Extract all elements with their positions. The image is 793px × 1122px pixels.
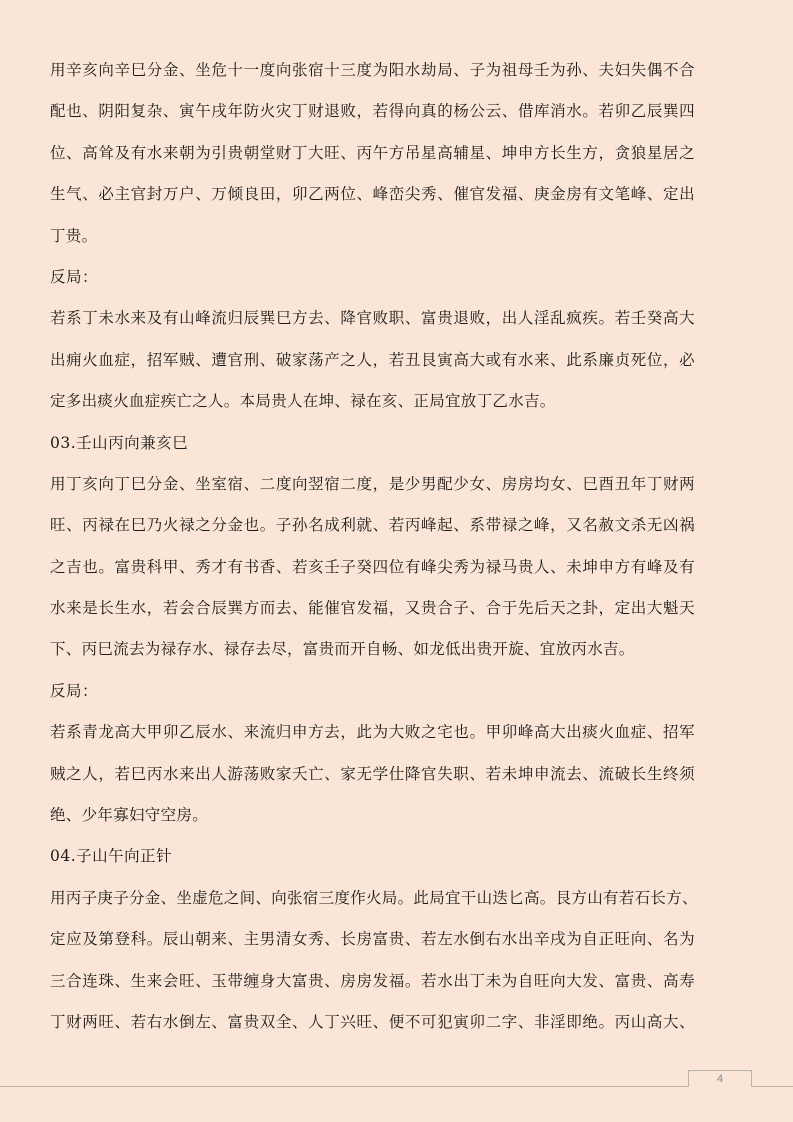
section-label: 反局： [50,267,99,286]
text-line: 绝、少年寡妇守空房。 [50,806,209,825]
section-label: 反局： [50,681,99,700]
text-line: 丁财两旺、若右水倒左、富贵双全、人丁兴旺、便不可犯寅卯二字、非淫即绝。丙山高大、 [50,1012,695,1031]
page-number: 4 [688,1070,752,1087]
text-line: 贼之人，若巳丙水来出人游荡败家夭亡、家无学仕降官失职、若未坤申流去、流破长生终须 [50,764,695,783]
text-line: 用丙子庚子分金、坐虚危之间、向张宿三度作火局。此局宜干山迭匕高。艮方山有若石长方、 [50,888,698,907]
footer-rule [0,1086,793,1087]
text-line: 旺、丙禄在巳乃火禄之分金也。子孙名成利就、若丙峰起、系带禄之峰，又名赦文杀无凶祸 [50,516,695,535]
section-heading: 04.子山午向正针 [50,847,173,866]
page-content [50,55,698,1048]
text-line: 三合连珠、生来会旺、玉带缠身大富贵、房房发福。若水出丁未为自旺向大发、富贵、高寿 [50,971,695,990]
text-line: 下、丙巳流去为禄存水、禄存去尽，富贵而开自畅、如龙低出贵开旋、宜放丙水吉。 [50,640,635,659]
section-heading: 03.壬山丙向兼亥巳 [50,433,189,452]
text-line: 丁贵。 [50,226,98,245]
text-line: 之吉也。富贵科甲、秀才有书香、若亥壬子癸四位有峰尖秀为禄马贵人、未坤申方有峰及有 [50,557,695,576]
text-line: 定应及第登科。辰山朝来、主男清女秀、长房富贵、若左水倒右水出辛戌为自正旺向、名为 [50,930,695,949]
text-line: 水来是长生水，若会合辰巽方而去、能催官发福，又贵合子、合于先后天之卦，定出大魁天 [50,599,695,618]
text-line: 用辛亥向辛巳分金、坐危十一度向张宿十三度为阳水劫局、子为祖母壬为孙、夫妇失偶不合 [50,61,695,79]
text-line: 生气、必主官封万户、万倾良田，卯乙两位、峰峦尖秀、催官发福、庚金房有文笔峰、定出 [50,185,695,204]
text-line: 配也、阴阳复杂、寅午戌年防火灾丁财退败，若得向真的杨公云、借库消水。若卯乙辰巽四 [50,102,695,121]
text-line: 出痈火血症，招军贼、遭官刑、破家荡产之人，若丑艮寅高大或有水来、此系廉贞死位，必 [50,350,695,369]
text-line: 若系青龙高大甲卯乙辰水、来流归申方去，此为大败之宅也。甲卯峰高大出痰火血症、招军 [50,723,695,742]
text-line: 用丁亥向丁巳分金、坐室宿、二度向翌宿二度，是少男配少女、房房均女、巳酉丑年丁财两 [50,474,695,493]
text-line: 定多出痰火血症疾亡之人。本局贵人在坤、禄在亥、正局宜放丁乙水吉。 [50,392,556,411]
text-line: 位、高耸及有水来朝为引贵朝堂财丁大旺、丙午方吊星高辅星、坤申方长生方，贪狼星居之 [50,143,695,162]
text-line: 若系丁未水来及有山峰流归辰巽巳方去、降官败职、富贵退败，出人淫乱疯疾。若壬癸高大 [50,309,695,328]
